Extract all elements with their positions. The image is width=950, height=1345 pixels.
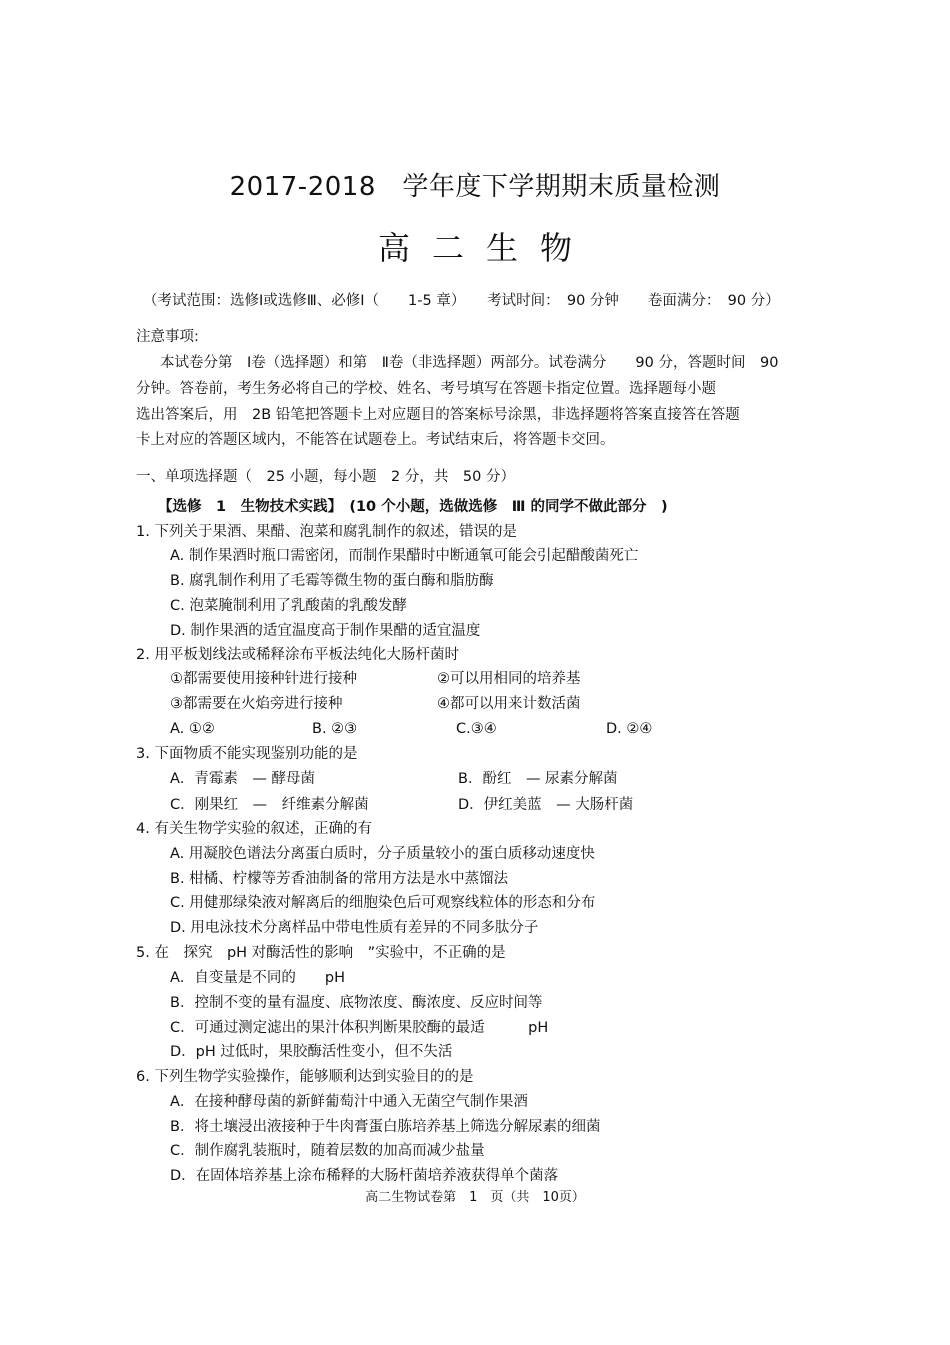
- section-heading: 一、单项选择题（ 25 小题，每小题 2 分，共 50 分）: [136, 469, 515, 485]
- question-2-statement-2: ②可以用相同的培养基: [437, 671, 581, 687]
- question-2-option-d: D. ②④: [606, 721, 653, 737]
- question-2-option-c: C.③④: [456, 721, 497, 737]
- exam-scope: （考试范围：选修Ⅰ或选修Ⅲ、必修Ⅰ（ 1-5 章） 考试时间： 90 分钟 卷面满分： 90 分）: [143, 293, 780, 309]
- question-2-statement-1: ①都需要使用接种针进行接种: [170, 671, 357, 687]
- question-5-option-d: D．pH 过低时，果胶酶活性变小，但不失活: [170, 1044, 453, 1060]
- question-3-stem: 3. 下面物质不能实现鉴别功能的是: [136, 746, 358, 762]
- page-footer: 高二生物试卷第 1 页（共 10页）: [365, 1190, 585, 1205]
- notice-line-4: 卡上对应的答题区域内，不能答在试题卷上。考试结束后，将答题卡交回。: [136, 432, 615, 448]
- question-2-statement-4: ④都可以用来计数活菌: [437, 696, 581, 712]
- question-2-statement-3: ③都需要在火焰旁进行接种: [170, 696, 343, 712]
- question-5-option-a: A．自变量是不同的 pH: [170, 970, 346, 986]
- question-5-option-c: C．可通过测定滤出的果汁体积判断果胶酶的最适 pH: [170, 1020, 549, 1036]
- question-4-option-a: A. 用凝胶色谱法分离蛋白质时，分子质量较小的蛋白质移动速度快: [170, 846, 595, 862]
- question-1-stem: 1. 下列关于果酒、果醋、泡菜和腐乳制作的叙述，错误的是: [136, 524, 517, 540]
- question-4-option-d: D. 用电泳技术分离样品中带电性质有差异的不同多肽分子: [170, 920, 539, 936]
- notice-line-2: 分钟。答卷前，考生务必将自己的学校、姓名、考号填写在答题卡指定位置。选择题每小题: [136, 381, 716, 397]
- notice-heading: 注意事项:: [136, 329, 199, 345]
- question-6-option-d: D．在固体培养基上涂布稀释的大肠杆菌培养液获得单个菌落: [170, 1168, 559, 1184]
- notice-line-1: 本试卷分第 Ⅰ卷（选择题）和第 Ⅱ卷（非选择题）两部分。试卷满分 90 分，答题时间 90: [160, 355, 779, 371]
- question-1-option-a: A. 制作果酒时瓶口需密闭，而制作果醋时中断通氧可能会引起醋酸菌死亡: [170, 548, 639, 564]
- question-3-option-d: D．伊红美蓝 — 大肠杆菌: [458, 797, 634, 813]
- question-3-option-c: C．刚果红 — 纤维素分解菌: [170, 797, 369, 813]
- question-4-stem: 4. 有关生物学实验的叙述，正确的有: [136, 821, 372, 837]
- question-1-option-c: C. 泡菜腌制利用了乳酸菌的乳酸发酵: [170, 598, 407, 614]
- exam-title: 2017-2018 学年度下学期期末质量检测: [229, 172, 721, 202]
- question-3-option-a: A．青霉素 — 酵母菌: [170, 771, 316, 787]
- question-6-option-b: B．将土壤浸出液接种于牛肉膏蛋白胨培养基上筛选分解尿素的细菌: [170, 1119, 601, 1135]
- question-2-option-a: A. ①②: [170, 721, 215, 737]
- question-1-option-b: B. 腐乳制作利用了毛霉等微生物的蛋白酶和脂肪酶: [170, 573, 494, 589]
- question-3-option-b: B．酚红 — 尿素分解菌: [458, 771, 618, 787]
- subject-title: 高二生物: [377, 229, 594, 267]
- question-5-stem: 5. 在 探究 pH 对酶活性的影响 ”实验中，不正确的是: [136, 945, 506, 961]
- question-6-option-a: A．在接种酵母菌的新鲜葡萄汁中通入无菌空气制作果酒: [170, 1094, 528, 1110]
- question-4-option-c: C. 用健那绿染液对解离后的细胞染色后可观察线粒体的形态和分布: [170, 895, 596, 911]
- question-4-option-b: B. 柑橘、柠檬等芳香油制备的常用方法是水中蒸馏法: [170, 871, 509, 887]
- question-2-option-b: B. ②③: [312, 721, 358, 737]
- section-subheading: 【选修 1 生物技术实践】 (10 个小题，选做选修 Ⅲ 的同学不做此部分 ): [158, 499, 668, 515]
- question-6-stem: 6. 下列生物学实验操作，能够顺利达到实验目的的是: [136, 1069, 474, 1085]
- question-2-stem: 2. 用平板划线法或稀释涂布平板法纯化大肠杆菌时: [136, 647, 459, 663]
- question-6-option-c: C．制作腐乳装瓶时，随着层数的加高而减少盐量: [170, 1143, 485, 1159]
- notice-line-3: 选出答案后，用 2B 铅笔把答题卡上对应题目的答案标号涂黑，非选择题将答案直接答在答题: [136, 407, 740, 423]
- question-5-option-b: B．控制不变的量有温度、底物浓度、酶浓度、反应时间等: [170, 995, 543, 1011]
- question-1-option-d: D. 制作果酒的适宜温度高于制作果醋的适宜温度: [170, 623, 481, 639]
